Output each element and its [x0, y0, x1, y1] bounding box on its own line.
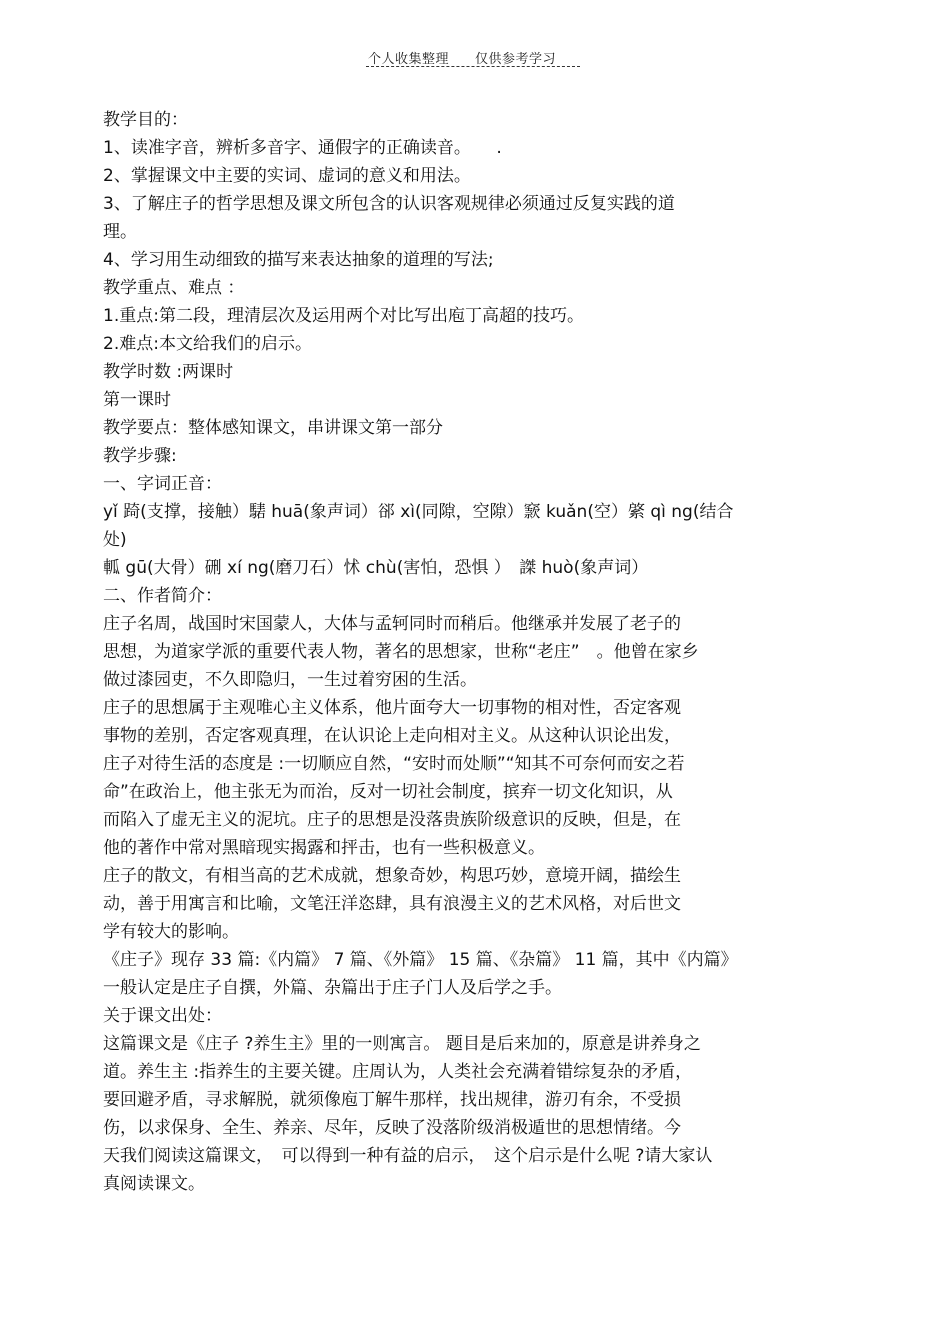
text-line: 2、掌握课文中主要的实词、虚词的意义和用法。 [103, 166, 471, 186]
text-line: 軱 gū(大骨）硎 xí ng(磨刀石）怵 chù(害怕，恐惧 ） 謋 huò(象声词） [103, 558, 649, 578]
document-body [103, 106, 848, 1198]
text-line: yǐ 踦(支撑，接触）騞 huā(象声词）郤 xì(同隙，空隙）窾 kuǎn(空）綮 qì ng(结合 [103, 502, 734, 522]
page-header [368, 48, 556, 67]
text-line: 庄子对待生活的态度是 :一切顺应自然，“安时而处顺”“知其不可奈何而安之若 [103, 754, 685, 774]
text-line: 教学重点、难点 ： [103, 278, 245, 298]
text-line: 1、读准字音，辨析多音字、通假字的正确读音。 . [103, 138, 502, 158]
text-line: 1.重点:第二段，理清层次及运用两个对比写出庖丁高超的技巧。 [103, 306, 584, 326]
text-line: 思想，为道家学派的重要代表人物，著名的思想家，世称“老庄” 。他曾在家乡 [103, 642, 699, 662]
text-line: 关于课文出处： [103, 1006, 222, 1026]
text-line: 3、了解庄子的哲学思想及课文所包含的认识客观规律必须通过反复实践的道 [103, 194, 675, 214]
text-line: 庄子的散文，有相当高的艺术成就，想象奇妙，构思巧妙，意境开阔，描绘生 [103, 866, 681, 886]
text-line: 动，善于用寓言和比喻，文笔汪洋恣肆，具有浪漫主义的艺术风格，对后世文 [103, 894, 681, 914]
text-line: 一、字词正音： [103, 474, 222, 494]
text-line: 庄子名周，战国时宋国蒙人，大体与孟轲同时而稍后。他继承并发展了老子的 [103, 614, 681, 634]
text-line: 《庄子》现存 33 篇:《内篇》 7 篇、《外篇》 15 篇、《杂篇》 11 篇，其中《内篇》 [103, 950, 738, 970]
text-line: 4、学习用生动细致的描写来表达抽象的道理的写法; [103, 250, 494, 270]
text-line: 道。养生主 :指养生的主要关键。庄周认为，人类社会充满着错综复杂的矛盾， [103, 1062, 693, 1082]
header-left-text: 个人收集整理 [368, 52, 450, 67]
text-line: 他的著作中常对黑暗现实揭露和抨击，也有一些积极意义。 [103, 838, 545, 858]
text-line: 命”在政治上，他主张无为而治，反对一切社会制度，摈弃一切文化知识，从 [103, 782, 673, 802]
text-line: 处) [103, 530, 127, 550]
header-right-text: 仅供参考学习 [475, 52, 557, 67]
text-line: 事物的差别，否定客观真理，在认识论上走向相对主义。从这种认识论出发， [103, 726, 681, 746]
text-line: 理。 [103, 222, 137, 242]
text-line: 这篇课文是《庄子 ?养生主》里的一则寓言。 题目是后来加的，原意是讲养身之 [103, 1034, 701, 1054]
text-line: 庄子的思想属于主观唯心主义体系，他片面夸大一切事物的相对性，否定客观 [103, 698, 681, 718]
text-line: 2.难点:本文给我们的启示。 [103, 334, 312, 354]
text-line: 天我们阅读这篇课文， 可以得到一种有益的启示， 这个启示是什么呢 ?请大家认 [103, 1146, 713, 1166]
text-line: 一般认定是庄子自撰，外篇、杂篇出于庄子门人及后学之手。 [103, 978, 562, 998]
text-line: 二、作者简介： [103, 586, 222, 606]
text-line: 教学目的： [103, 110, 188, 130]
text-line: 真阅读课文。 [103, 1174, 205, 1194]
text-line: 学有较大的影响。 [103, 922, 239, 942]
text-line: 教学要点：整体感知课文，串讲课文第一部分 [103, 418, 443, 438]
text-line: 而陷入了虚无主义的泥坑。庄子的思想是没落贵族阶级意识的反映，但是，在 [103, 810, 681, 830]
text-line: 教学时数 :两课时 [103, 362, 234, 382]
text-line: 教学步骤: [103, 446, 177, 466]
header-dashed-rule [366, 66, 580, 67]
text-line: 要回避矛盾，寻求解脱，就须像庖丁解牛那样，找出规律，游刃有余，不受损 [103, 1090, 681, 1110]
text-line: 伤，以求保身、全生、养亲、尽年，反映了没落阶级消极遁世的思想情绪。今 [103, 1118, 681, 1138]
text-line: 第一课时 [103, 390, 171, 410]
text-line: 做过漆园吏，不久即隐归，一生过着穷困的生活。 [103, 670, 477, 690]
